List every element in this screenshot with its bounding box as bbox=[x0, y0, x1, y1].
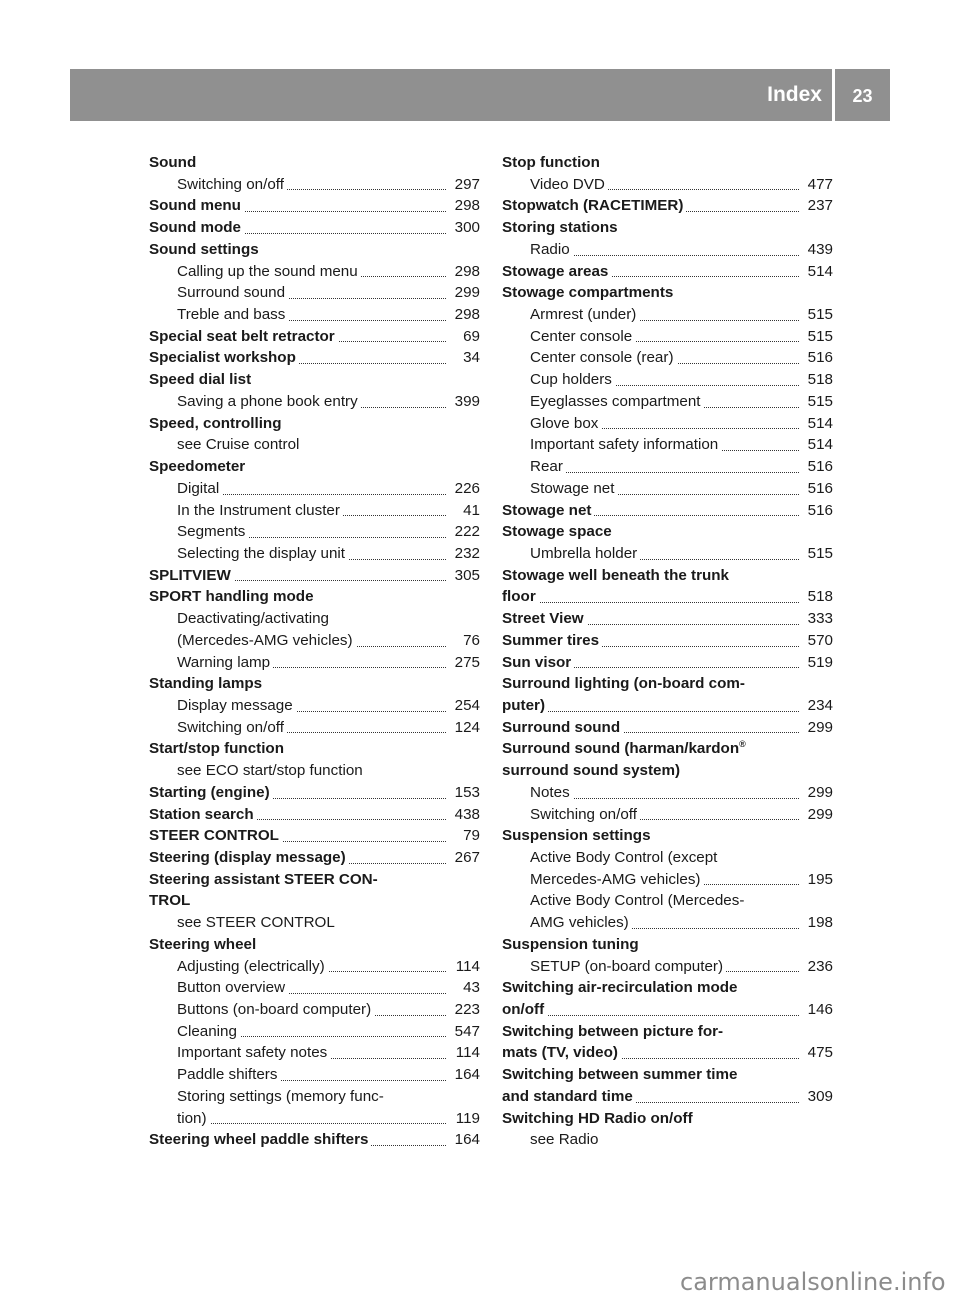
entry-text: Special seat belt retractor bbox=[149, 328, 338, 345]
entry-text: see ECO start/stop function bbox=[177, 762, 366, 779]
entry-text: Street View bbox=[502, 610, 587, 627]
page-reference[interactable]: 516 bbox=[804, 500, 833, 522]
index-entry-link[interactable] bbox=[149, 1042, 480, 1064]
index-entry-link[interactable] bbox=[502, 391, 833, 413]
index-entry-link[interactable] bbox=[502, 1042, 833, 1064]
dot-leader bbox=[502, 602, 799, 603]
index-entry-link[interactable] bbox=[502, 804, 833, 826]
index-entry-link[interactable] bbox=[502, 630, 833, 652]
index-heading bbox=[149, 369, 480, 391]
index-entry-link[interactable] bbox=[149, 174, 480, 196]
index-entry-link[interactable] bbox=[149, 717, 480, 739]
entry-text: Cleaning bbox=[177, 1023, 240, 1040]
entry-text: AMG vehicles) bbox=[530, 914, 632, 931]
page-reference[interactable]: 254 bbox=[451, 695, 480, 717]
entry-text: Saving a phone book entry bbox=[177, 393, 361, 410]
index-entry-link[interactable] bbox=[149, 977, 480, 999]
index-entry-link[interactable] bbox=[149, 543, 480, 565]
index-heading bbox=[502, 1021, 833, 1043]
entry-text: SPLITVIEW bbox=[149, 567, 234, 584]
entry-text: Storing stations bbox=[502, 219, 621, 236]
entry-text: Deactivating/activating bbox=[177, 610, 332, 627]
index-entry-link[interactable] bbox=[502, 195, 833, 217]
index-entry-link[interactable] bbox=[502, 586, 833, 608]
entry-text: Switching between picture for- bbox=[502, 1023, 726, 1040]
entry-text: Summer tires bbox=[502, 632, 602, 649]
entry-text: Calling up the sound menu bbox=[177, 263, 361, 280]
entry-text: Steering assistant STEER CON- bbox=[149, 871, 381, 888]
index-entry-link[interactable] bbox=[502, 782, 833, 804]
page-reference[interactable]: 516 bbox=[804, 347, 833, 369]
page-reference[interactable]: 232 bbox=[451, 543, 480, 565]
page-reference[interactable]: 518 bbox=[804, 369, 833, 391]
page-reference[interactable]: 518 bbox=[804, 586, 833, 608]
entry-text: Sound mode bbox=[149, 219, 244, 236]
entry-text: Adjusting (electrically) bbox=[177, 958, 328, 975]
page-reference[interactable]: 519 bbox=[804, 652, 833, 674]
entry-text: TROL bbox=[149, 892, 193, 909]
index-entry-link[interactable] bbox=[502, 912, 833, 934]
index-entry-link[interactable] bbox=[502, 1086, 833, 1108]
index-entry-link[interactable] bbox=[149, 391, 480, 413]
page-reference[interactable]: 477 bbox=[804, 174, 833, 196]
entry-text: Stopwatch (RACETIMER) bbox=[502, 197, 686, 214]
entry-text: Warning lamp bbox=[177, 654, 273, 671]
entry-text: Stowage space bbox=[502, 523, 615, 540]
entry-text: Switching on/off bbox=[530, 806, 640, 823]
page-reference[interactable]: 309 bbox=[804, 1086, 833, 1108]
index-heading bbox=[149, 586, 480, 608]
registered-mark: ® bbox=[739, 739, 746, 750]
entry-text: Active Body Control (Mercedes- bbox=[530, 892, 747, 909]
page-reference[interactable]: 34 bbox=[459, 347, 480, 369]
index-entry-link[interactable] bbox=[149, 217, 480, 239]
entry-text: Rear bbox=[530, 458, 566, 475]
index-header-bar bbox=[70, 69, 890, 121]
entry-text: Speedometer bbox=[149, 458, 248, 475]
entry-text: Mercedes-AMG vehicles) bbox=[530, 871, 703, 888]
index-entry-link[interactable] bbox=[149, 1064, 480, 1086]
index-heading bbox=[502, 152, 833, 174]
index-entry-link[interactable] bbox=[149, 195, 480, 217]
page-reference[interactable]: 570 bbox=[804, 630, 833, 652]
entry-text: Surround lighting (on-board com- bbox=[502, 675, 748, 692]
page-reference[interactable]: 267 bbox=[451, 847, 480, 869]
index-heading bbox=[502, 977, 833, 999]
entry-text: Steering wheel paddle shifters bbox=[149, 1131, 371, 1148]
index-entry-link[interactable] bbox=[149, 282, 480, 304]
entry-text: Specialist workshop bbox=[149, 349, 299, 366]
page-reference[interactable]: 298 bbox=[451, 304, 480, 326]
index-heading bbox=[502, 934, 833, 956]
index-entry-link[interactable] bbox=[149, 825, 480, 847]
index-heading bbox=[149, 239, 480, 261]
page-reference[interactable]: 114 bbox=[452, 956, 480, 978]
index-entry-link[interactable] bbox=[502, 695, 833, 717]
entry-text: Buttons (on-board computer) bbox=[177, 1001, 374, 1018]
index-entry-link[interactable] bbox=[502, 369, 833, 391]
page-reference[interactable]: 516 bbox=[804, 456, 833, 478]
index-entry-link[interactable] bbox=[149, 565, 480, 587]
entry-text: Stowage net bbox=[530, 480, 617, 497]
entry-text: Button overview bbox=[177, 979, 288, 996]
page-reference[interactable]: 236 bbox=[804, 956, 833, 978]
page-reference[interactable]: 195 bbox=[804, 869, 833, 891]
index-entry-link[interactable] bbox=[149, 1129, 480, 1151]
entry-text: floor bbox=[502, 588, 539, 605]
entry-text: Video DVD bbox=[530, 176, 608, 193]
page-reference[interactable]: 439 bbox=[804, 239, 833, 261]
page-reference[interactable]: 69 bbox=[459, 326, 480, 348]
page-reference[interactable]: 298 bbox=[451, 195, 480, 217]
dot-leader bbox=[177, 1123, 446, 1124]
page-reference[interactable]: 298 bbox=[451, 261, 480, 283]
entry-text: puter) bbox=[502, 697, 548, 714]
entry-text: Surround sound bbox=[177, 284, 288, 301]
entry-text: Radio bbox=[530, 241, 573, 258]
page-reference[interactable]: 222 bbox=[451, 521, 480, 543]
entry-text: Important safety notes bbox=[177, 1044, 330, 1061]
entry-text: Speed dial list bbox=[149, 371, 254, 388]
index-heading bbox=[502, 282, 833, 304]
page-reference[interactable]: 514 bbox=[804, 413, 833, 435]
page-reference[interactable]: 164 bbox=[451, 1064, 480, 1086]
entry-text: Steering (display message) bbox=[149, 849, 349, 866]
entry-text: Stowage well beneath the trunk bbox=[502, 567, 732, 584]
entry-text: Switching air-recirculation mode bbox=[502, 979, 740, 996]
page-reference[interactable]: 399 bbox=[451, 391, 480, 413]
page-reference[interactable]: 119 bbox=[452, 1108, 480, 1130]
entry-text: Treble and bass bbox=[177, 306, 288, 323]
entry-text: Switching on/off bbox=[177, 719, 287, 736]
entry-text: and standard time bbox=[502, 1088, 636, 1105]
entry-text: Eyeglasses compartment bbox=[530, 393, 704, 410]
entry-text: Segments bbox=[177, 523, 248, 540]
entry-text: Station search bbox=[149, 806, 257, 823]
watermark: carmanualsonline.info bbox=[680, 1268, 946, 1296]
page-reference[interactable]: 124 bbox=[451, 717, 480, 739]
section-title: Index bbox=[767, 83, 822, 106]
index-heading bbox=[502, 760, 833, 782]
index-entry-link[interactable] bbox=[502, 174, 833, 196]
index-entry-link[interactable] bbox=[149, 695, 480, 717]
page-reference[interactable]: 146 bbox=[804, 999, 833, 1021]
entry-text: Stop function bbox=[502, 154, 603, 171]
index-heading bbox=[149, 738, 480, 760]
index-entry-link[interactable] bbox=[149, 956, 480, 978]
page-number: 23 bbox=[852, 86, 873, 106]
entry-text: Steering wheel bbox=[149, 936, 259, 953]
index-entry-link[interactable] bbox=[502, 347, 833, 369]
index-subentry bbox=[149, 608, 480, 630]
page-reference[interactable]: 515 bbox=[804, 391, 833, 413]
entry-text: Switching on/off bbox=[177, 176, 287, 193]
index-entry-link[interactable] bbox=[149, 1021, 480, 1043]
entry-text: Display message bbox=[177, 697, 296, 714]
index-entry-link[interactable] bbox=[502, 304, 833, 326]
index-entry-link[interactable] bbox=[502, 652, 833, 674]
page-reference[interactable]: 223 bbox=[451, 999, 480, 1021]
index-heading bbox=[149, 869, 480, 891]
page-reference[interactable]: 76 bbox=[459, 630, 480, 652]
index-entry-link[interactable] bbox=[502, 717, 833, 739]
index-entry-link[interactable] bbox=[149, 847, 480, 869]
entry-text: Glove box bbox=[530, 415, 601, 432]
index-entry-link[interactable] bbox=[502, 500, 833, 522]
page-reference[interactable]: 438 bbox=[451, 804, 480, 826]
index-heading bbox=[502, 521, 833, 543]
entry-text: Surround sound bbox=[502, 719, 623, 736]
page-reference[interactable]: 198 bbox=[804, 912, 833, 934]
page-reference[interactable]: 475 bbox=[804, 1042, 833, 1064]
index-heading bbox=[149, 413, 480, 435]
page-reference[interactable]: 297 bbox=[451, 174, 480, 196]
index-entry-link[interactable] bbox=[149, 304, 480, 326]
entry-text: Sound settings bbox=[149, 241, 262, 258]
entry-text: Start/stop function bbox=[149, 740, 287, 757]
entry-text: see Radio bbox=[530, 1131, 601, 1148]
index-heading bbox=[149, 152, 480, 174]
index-entry-link[interactable] bbox=[502, 869, 833, 891]
entry-text: Selecting the display unit bbox=[177, 545, 348, 562]
entry-text: Suspension tuning bbox=[502, 936, 642, 953]
page-reference[interactable]: 514 bbox=[804, 261, 833, 283]
page-reference[interactable]: 547 bbox=[451, 1021, 480, 1043]
entry-text: Active Body Control (except bbox=[530, 849, 720, 866]
index-entry-link[interactable] bbox=[149, 261, 480, 283]
entry-text: Notes bbox=[530, 784, 573, 801]
page-reference[interactable]: 153 bbox=[451, 782, 480, 804]
page-reference[interactable]: 299 bbox=[804, 782, 833, 804]
index-entry-link[interactable] bbox=[149, 521, 480, 543]
entry-text: Switching HD Radio on/off bbox=[502, 1110, 696, 1127]
page-reference[interactable]: 41 bbox=[459, 500, 480, 522]
index-entry-link[interactable] bbox=[149, 782, 480, 804]
entry-text: Stowage net bbox=[502, 502, 594, 519]
index-entry-link[interactable] bbox=[149, 326, 480, 348]
page-reference[interactable]: 275 bbox=[451, 652, 480, 674]
entry-text: Digital bbox=[177, 480, 222, 497]
entry-text: see STEER CONTROL bbox=[177, 914, 338, 931]
index-heading bbox=[149, 456, 480, 478]
entry-text: tion) bbox=[177, 1110, 210, 1127]
index-entry-link[interactable] bbox=[502, 478, 833, 500]
entry-text: Switching between summer time bbox=[502, 1066, 740, 1083]
page-reference[interactable]: 114 bbox=[452, 1042, 480, 1064]
entry-text: Sound bbox=[149, 154, 199, 171]
page-reference[interactable]: 79 bbox=[459, 825, 480, 847]
index-entry-link[interactable] bbox=[502, 239, 833, 261]
page-reference[interactable]: 514 bbox=[804, 434, 833, 456]
index-entry-link[interactable] bbox=[149, 630, 480, 652]
index-heading bbox=[502, 1064, 833, 1086]
index-entry-link[interactable] bbox=[149, 1108, 480, 1130]
index-subentry bbox=[149, 912, 480, 934]
entry-text: surround sound system) bbox=[502, 762, 683, 779]
index-entry-link[interactable] bbox=[149, 500, 480, 522]
page-reference[interactable]: 300 bbox=[451, 217, 480, 239]
entry-text: Stowage areas bbox=[502, 263, 611, 280]
index-heading bbox=[149, 890, 480, 912]
page-reference[interactable]: 43 bbox=[459, 977, 480, 999]
page-reference[interactable]: 299 bbox=[804, 717, 833, 739]
index-entry-link[interactable] bbox=[149, 652, 480, 674]
entry-text: Center console (rear) bbox=[530, 349, 677, 366]
entry-text: Surround sound (harman/kardon® bbox=[502, 740, 749, 757]
index-entry-link[interactable] bbox=[502, 413, 833, 435]
dot-leader bbox=[530, 472, 799, 473]
entry-text: Sun visor bbox=[502, 654, 574, 671]
page-reference[interactable]: 515 bbox=[804, 326, 833, 348]
entry-text: STEER CONTROL bbox=[149, 827, 282, 844]
page-reference[interactable]: 234 bbox=[804, 695, 833, 717]
index-entry-link[interactable] bbox=[149, 999, 480, 1021]
entry-text: SPORT handling mode bbox=[149, 588, 317, 605]
entry-text: see Cruise control bbox=[177, 436, 302, 453]
entry-text: (Mercedes-AMG vehicles) bbox=[177, 632, 356, 649]
entry-text: on/off bbox=[502, 1001, 547, 1018]
entry-text: Suspension settings bbox=[502, 827, 654, 844]
index-heading bbox=[502, 1108, 833, 1130]
index-heading bbox=[149, 934, 480, 956]
index-entry-link[interactable] bbox=[502, 261, 833, 283]
entry-text: Sound menu bbox=[149, 197, 244, 214]
page-reference[interactable]: 299 bbox=[451, 282, 480, 304]
entry-text: Cup holders bbox=[530, 371, 615, 388]
index-column-left bbox=[149, 152, 480, 1151]
index-entry-link[interactable] bbox=[502, 456, 833, 478]
index-heading bbox=[149, 673, 480, 695]
index-heading bbox=[502, 825, 833, 847]
index-heading bbox=[502, 738, 833, 760]
entry-text: Storing settings (memory func- bbox=[177, 1088, 387, 1105]
entry-text: SETUP (on-board computer) bbox=[530, 958, 726, 975]
entry-text: Important safety information bbox=[530, 436, 721, 453]
index-entry-link[interactable] bbox=[502, 434, 833, 456]
page-reference[interactable]: 299 bbox=[804, 804, 833, 826]
page-reference[interactable]: 164 bbox=[451, 1129, 480, 1151]
entry-text: Center console bbox=[530, 328, 635, 345]
index-subentry bbox=[149, 760, 480, 782]
page-reference[interactable]: 515 bbox=[804, 543, 833, 565]
index-subentry bbox=[502, 890, 833, 912]
entry-text: Stowage compartments bbox=[502, 284, 676, 301]
index-entry-link[interactable] bbox=[149, 347, 480, 369]
page-reference[interactable]: 515 bbox=[804, 304, 833, 326]
entry-text: Standing lamps bbox=[149, 675, 265, 692]
index-subentry bbox=[149, 1086, 480, 1108]
entry-text: Paddle shifters bbox=[177, 1066, 280, 1083]
page-reference[interactable]: 305 bbox=[451, 565, 480, 587]
index-entry-link[interactable] bbox=[149, 478, 480, 500]
entry-text: In the Instrument cluster bbox=[177, 502, 343, 519]
index-subentry bbox=[149, 434, 480, 456]
entry-text: Armrest (under) bbox=[530, 306, 639, 323]
index-heading bbox=[502, 673, 833, 695]
entry-text: Speed, controlling bbox=[149, 415, 284, 432]
entry-text: mats (TV, video) bbox=[502, 1044, 621, 1061]
index-entry-link[interactable] bbox=[502, 999, 833, 1021]
page-reference[interactable]: 226 bbox=[451, 478, 480, 500]
index-subentry bbox=[502, 847, 833, 869]
entry-text: Umbrella holder bbox=[530, 545, 640, 562]
index-subentry bbox=[502, 1129, 833, 1151]
index-entry-link[interactable] bbox=[502, 326, 833, 348]
page-reference[interactable]: 237 bbox=[804, 195, 833, 217]
index-entry-link[interactable] bbox=[502, 956, 833, 978]
index-entry-link[interactable] bbox=[149, 804, 480, 826]
index-column-right bbox=[502, 152, 833, 1151]
index-heading bbox=[502, 565, 833, 587]
entry-text: Starting (engine) bbox=[149, 784, 273, 801]
index-entry-link[interactable] bbox=[502, 608, 833, 630]
index-heading bbox=[502, 217, 833, 239]
index-entry-link[interactable] bbox=[502, 543, 833, 565]
page-reference[interactable]: 516 bbox=[804, 478, 833, 500]
page-reference[interactable]: 333 bbox=[804, 608, 833, 630]
